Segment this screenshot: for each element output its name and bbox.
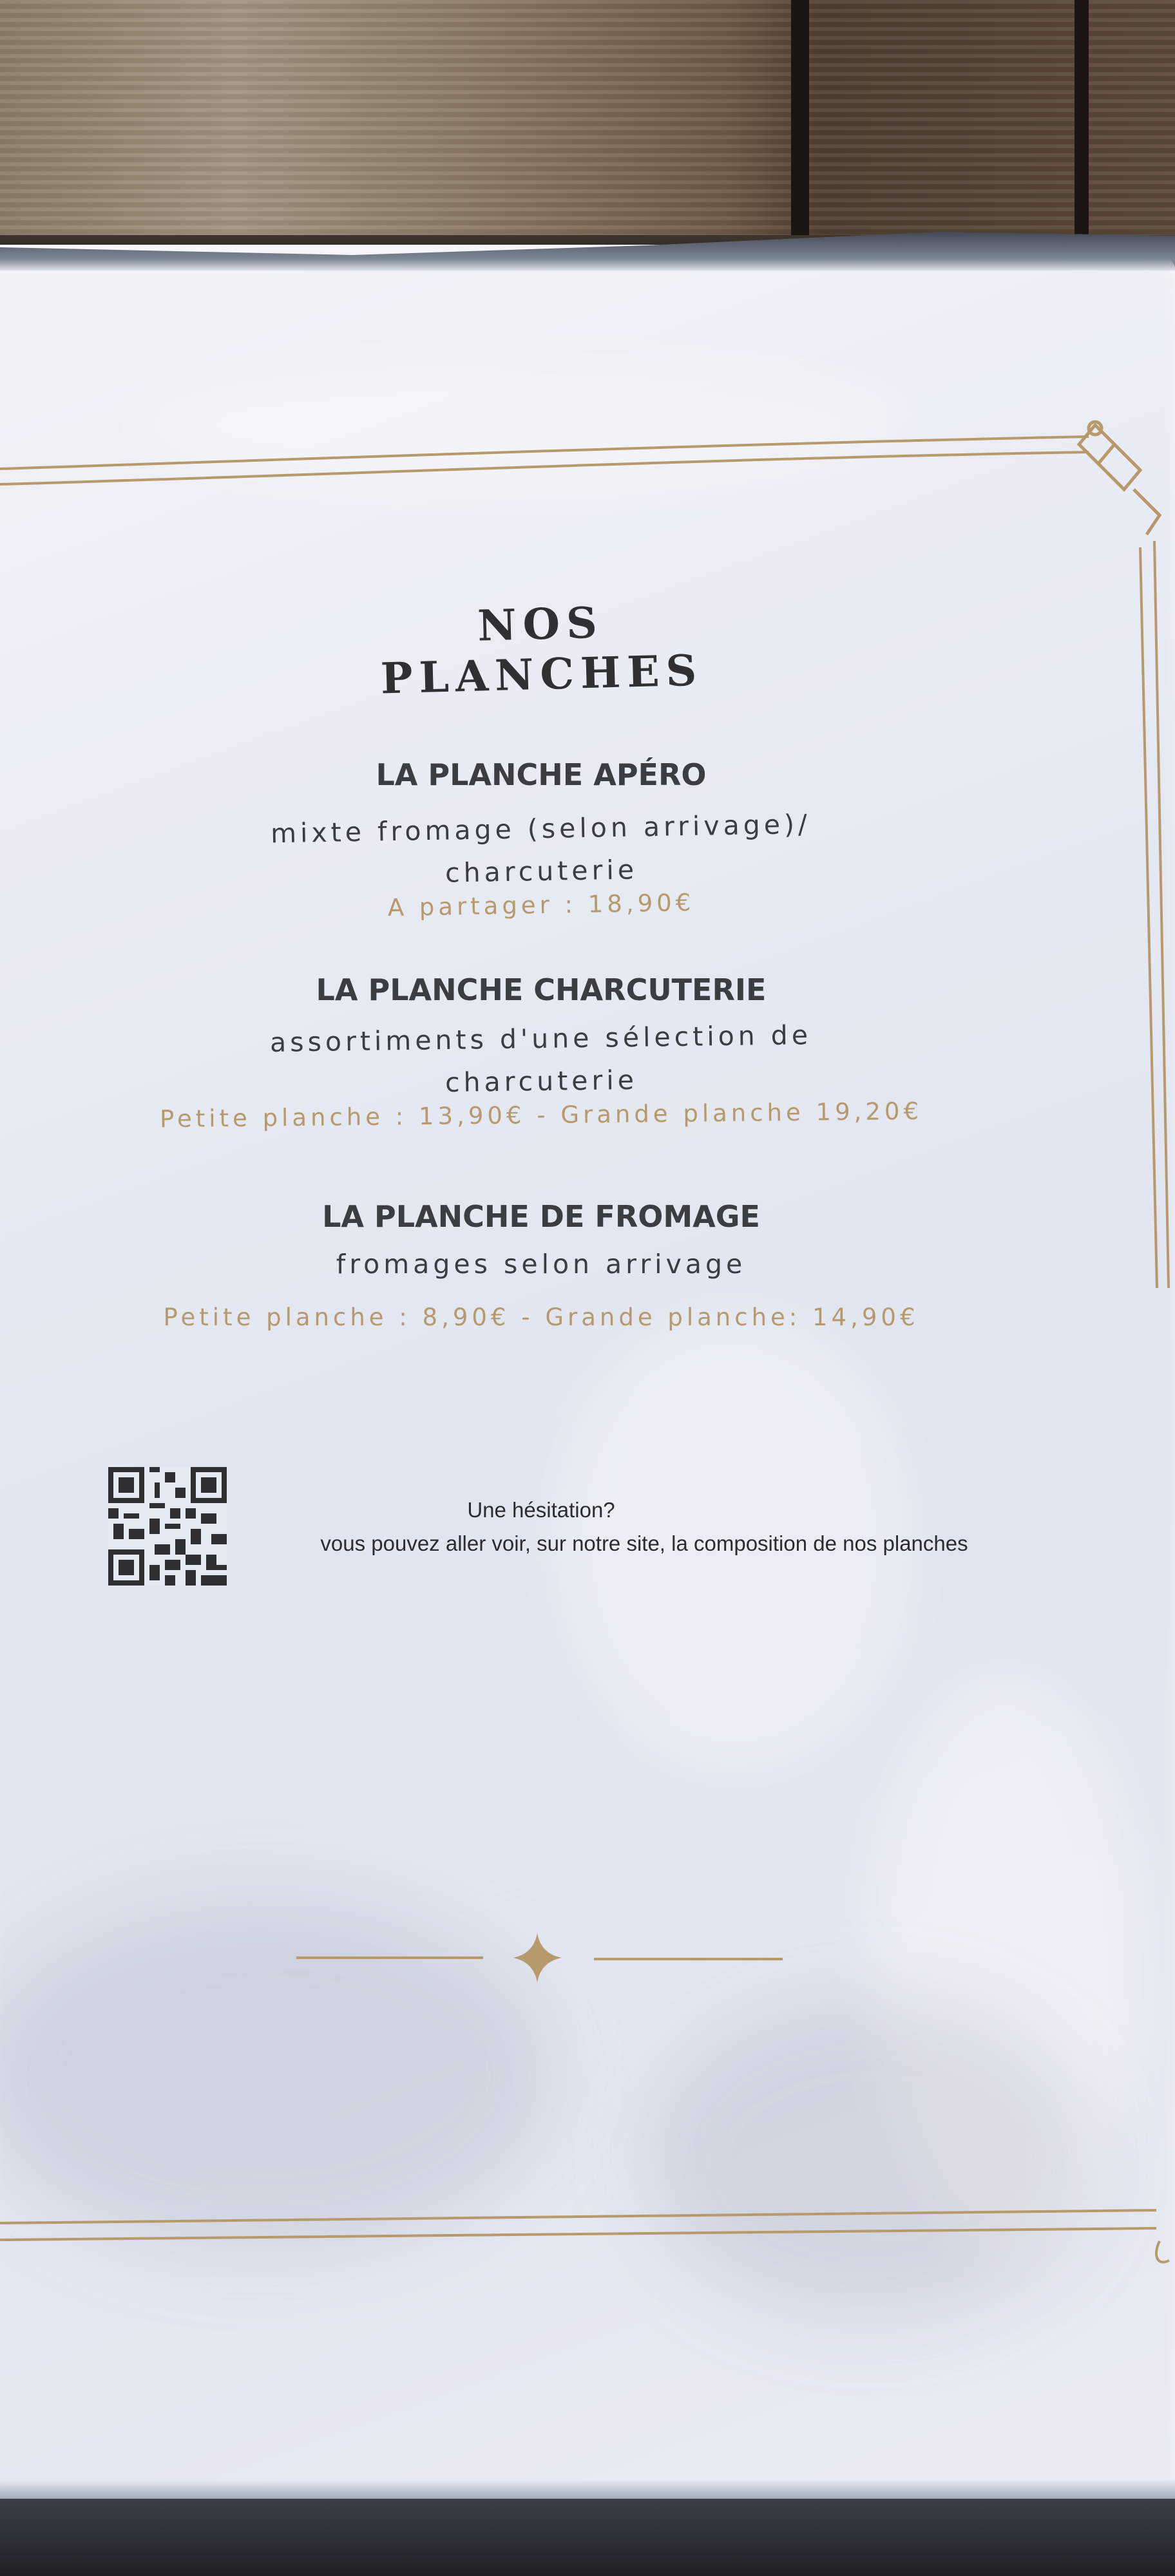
note-text: vous pouvez aller voir, sur notre site, la composition de nos planches	[320, 1531, 968, 1555]
corner-ornament-bottom-icon	[1156, 2241, 1169, 2262]
item-price-charcuterie: Petite planche : 13,90€ - Grande planche 19,20€	[159, 1097, 923, 1133]
menu-title: NOS PLANCHES	[379, 597, 704, 704]
item-description-line: assortiments d'une sélection de	[269, 1019, 812, 1058]
frame-line-bottom-2	[0, 2228, 1156, 2240]
four-point-star-icon	[513, 1933, 562, 1982]
qr-code-icon	[108, 1467, 227, 1586]
item-description-line: charcuterie	[444, 854, 638, 889]
frame-line-bottom-1	[0, 2210, 1156, 2223]
item-description-fromage	[193, 1243, 889, 1285]
menu-cover-bottom	[0, 2499, 1175, 2576]
frame-line-right-2	[1154, 541, 1169, 1288]
item-description-line: fromages selon arrivage	[336, 1249, 747, 1280]
frame-line-top-2	[0, 452, 1089, 484]
item-description-apero	[193, 802, 890, 899]
item-name-apero: LA PLANCHE APÉRO	[376, 757, 707, 792]
item-price-fromage: Petite planche : 8,90€ - Grande planche: 14,90€	[163, 1303, 919, 1331]
item-description-line: mixte fromage (selon arrivage)/	[270, 808, 812, 849]
item-name-fromage: LA PLANCHE DE FROMAGE	[322, 1199, 760, 1234]
item-price-apero: A partager : 18,90€	[387, 888, 695, 922]
item-name-charcuterie: LA PLANCHE CHARCUTERIE	[316, 972, 767, 1007]
item-description-line: charcuterie	[444, 1064, 638, 1099]
frame-line-right-1	[1140, 547, 1157, 1288]
frame-line-top-1	[0, 437, 1089, 469]
corner-ornament-icon	[1079, 422, 1160, 535]
note-question: Une hésitation?	[467, 1498, 615, 1522]
item-description-charcuterie	[167, 1012, 915, 1108]
